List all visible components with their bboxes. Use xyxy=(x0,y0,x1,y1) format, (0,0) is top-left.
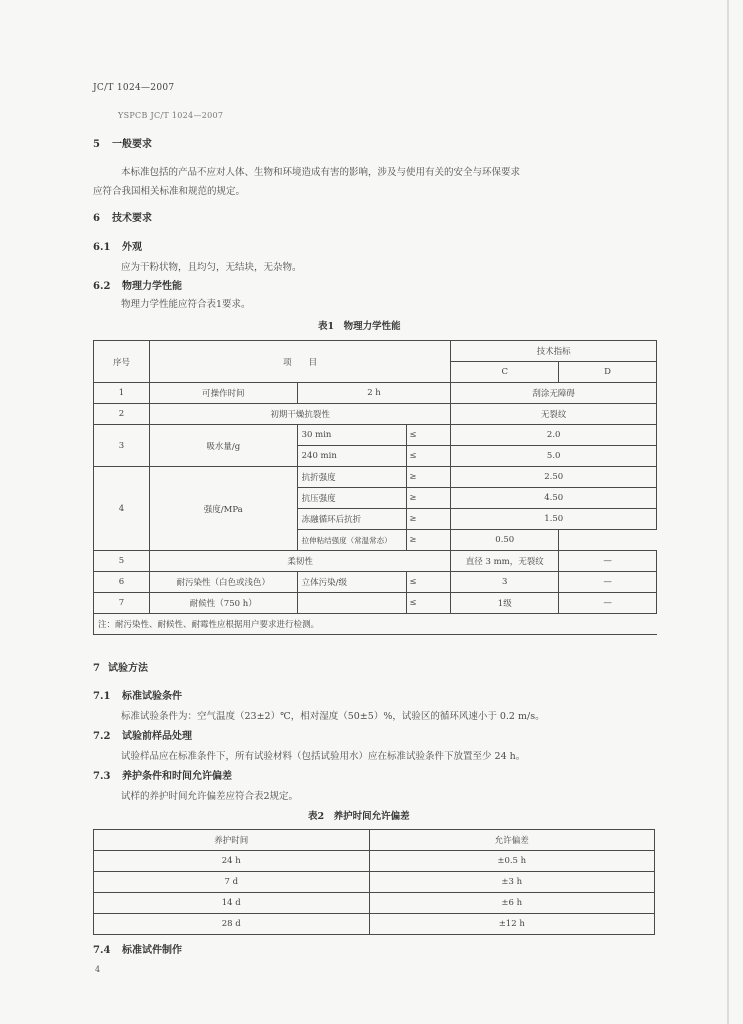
section-6-2-text: 物理力学性能应符合表1要求。 xyxy=(121,299,251,310)
section-7-4-number: 7.4 xyxy=(93,945,111,956)
table-1-row-6-d: — xyxy=(559,572,657,593)
section-7-title: 试验方法 xyxy=(108,663,148,674)
table-2-row-4-deviation: ±12 h xyxy=(369,914,655,935)
table-2-row-3-time: 14 d xyxy=(94,893,370,914)
table-1-row-4d-value: 0.50 xyxy=(451,530,559,551)
section-6-title: 技术要求 xyxy=(112,213,152,224)
table-1-row-7-unit: ≤ xyxy=(407,593,451,614)
table-1-row-7-cond xyxy=(297,593,407,614)
section-6-1-number: 6.1 xyxy=(93,242,111,253)
table-2-row-1-deviation: ±0.5 h xyxy=(369,851,655,872)
section-6-1-text: 应为干粉状物，且均匀，无结块，无杂物。 xyxy=(121,262,302,273)
table-1-row-4a-value: 2.50 xyxy=(451,467,657,488)
document-code: YSPCB JC/T 1024—2007 xyxy=(118,111,224,120)
table-1-header-c: C xyxy=(451,362,559,383)
table-1-row-4c-cond: 冻融循环后抗折 xyxy=(297,509,407,530)
table-1-row-6-no: 6 xyxy=(94,572,150,593)
table-1-caption: 表1 物理力学性能 xyxy=(318,321,401,332)
table-1-row-5-d: — xyxy=(559,551,657,572)
table-1-row-3b-unit: ≤ xyxy=(407,446,451,467)
table-1-row-1-value: 刮涂无障碍 xyxy=(451,383,657,404)
table-1-row-4d-cond: 拉伸粘结强度（常温常态） xyxy=(297,530,407,551)
table-1-row-3b-value: 5.0 xyxy=(451,446,657,467)
section-7-3-title: 养护条件和时间允许偏差 xyxy=(122,771,232,782)
page-number: 4 xyxy=(95,965,101,974)
section-5-number: 5 xyxy=(93,139,100,150)
section-7-3-number: 7.3 xyxy=(93,771,111,782)
section-6-1-title: 外观 xyxy=(122,242,142,253)
section-5-title: 一般要求 xyxy=(112,139,152,150)
table-1-note: 注：耐污染性、耐候性、耐霉性应根据用户要求进行检测。 xyxy=(94,614,657,635)
table-1-header-d: D xyxy=(559,362,657,383)
table-1-row-1-item: 可操作时间 xyxy=(149,383,297,404)
section-6-2-number: 6.2 xyxy=(93,281,111,292)
table-1-row-7-d: — xyxy=(559,593,657,614)
section-5-line-1: 本标准包括的产品不应对人体、生物和环境造成有害的影响，涉及与使用有关的安全与环保要求 xyxy=(121,167,521,178)
table-1-row-2-item: 初期干燥抗裂性 xyxy=(149,404,450,425)
page-edge xyxy=(727,0,729,1024)
table-1-row-3b-cond: 240 min xyxy=(297,446,407,467)
table-1-row-7-item: 耐候性（750 h） xyxy=(149,593,297,614)
table-1-row-5-c: 直径 3 mm，无裂纹 xyxy=(451,551,559,572)
table-1-row-4d-unit: ≥ xyxy=(407,530,451,551)
section-7-1-text: 标准试验条件为：空气温度（23±2）℃，相对湿度（50±5）%，试验区的循环风速小于 0.2 m/s。 xyxy=(121,711,545,722)
section-7-1-title: 标准试验条件 xyxy=(122,691,182,702)
table-1 xyxy=(93,340,657,635)
table-1-row-4b-value: 4.50 xyxy=(451,488,657,509)
table-1-row-5-no: 5 xyxy=(94,551,150,572)
table-2-row-2-time: 7 d xyxy=(94,872,370,893)
table-1-row-4b-unit: ≥ xyxy=(407,488,451,509)
table-1-row-6-item: 耐污染性（白色或浅色） xyxy=(149,572,297,593)
section-7-number: 7 xyxy=(93,663,100,674)
table-1-row-4-no: 4 xyxy=(94,467,150,551)
table-1-row-4c-value: 1.50 xyxy=(451,509,657,530)
table-1-row-3a-value: 2.0 xyxy=(451,425,657,446)
table-1-header-item: 项 目 xyxy=(149,341,450,383)
table-1-row-7-no: 7 xyxy=(94,593,150,614)
table-1-row-7-c: 1级 xyxy=(451,593,559,614)
standard-number: JC/T 1024—2007 xyxy=(93,83,175,93)
table-2-header-time: 养护时间 xyxy=(94,830,370,851)
table-1-row-4a-cond: 抗折强度 xyxy=(297,467,407,488)
table-1-row-4-item: 强度/MPa xyxy=(149,467,297,551)
table-1-row-2-value: 无裂纹 xyxy=(451,404,657,425)
table-1-row-4c-unit: ≥ xyxy=(407,509,451,530)
table-2 xyxy=(93,829,655,935)
section-6-number: 6 xyxy=(93,213,100,224)
section-7-1-number: 7.1 xyxy=(93,691,111,702)
table-2-row-4-time: 28 d xyxy=(94,914,370,935)
table-1-row-4a-unit: ≥ xyxy=(407,467,451,488)
table-1-row-6-unit: ≤ xyxy=(407,572,451,593)
table-2-row-2-deviation: ±3 h xyxy=(369,872,655,893)
table-1-row-4d-empty xyxy=(559,530,657,551)
table-1-row-6-c: 3 xyxy=(451,572,559,593)
table-1-row-3-no: 3 xyxy=(94,425,150,467)
table-2-header-deviation: 允许偏差 xyxy=(369,830,655,851)
section-5-line-2: 应符合我国相关标准和规范的规定。 xyxy=(93,186,246,197)
section-7-3-text: 试样的养护时间允许偏差应符合表2规定。 xyxy=(121,791,299,802)
table-1-row-2-no: 2 xyxy=(94,404,150,425)
table-1-row-6-cond: 立体污染/级 xyxy=(297,572,407,593)
section-7-2-text: 试验样品应在标准条件下，所有试验材料（包括试验用水）应在标准试验条件下放置至少 24 h。 xyxy=(121,751,526,762)
table-2-caption: 表2 养护时间允许偏差 xyxy=(308,811,410,822)
section-7-2-number: 7.2 xyxy=(93,731,111,742)
table-1-row-5-item: 柔韧性 xyxy=(149,551,450,572)
table-1-header-no: 序号 xyxy=(94,341,150,383)
table-1-row-4b-cond: 抗压强度 xyxy=(297,488,407,509)
table-1-row-3a-cond: 30 min xyxy=(297,425,407,446)
section-7-2-title: 试验前样品处理 xyxy=(122,731,192,742)
section-7-4-title: 标准试件制作 xyxy=(122,945,182,956)
table-1-row-3-item: 吸水量/g xyxy=(149,425,297,467)
table-1-row-3a-unit: ≤ xyxy=(407,425,451,446)
table-2-row-1-time: 24 h xyxy=(94,851,370,872)
table-1-row-1-no: 1 xyxy=(94,383,150,404)
table-2-row-3-deviation: ±6 h xyxy=(369,893,655,914)
table-1-header-index: 技术指标 xyxy=(451,341,657,362)
table-1-row-1-sub: 2 h xyxy=(297,383,451,404)
section-6-2-title: 物理力学性能 xyxy=(122,281,182,292)
